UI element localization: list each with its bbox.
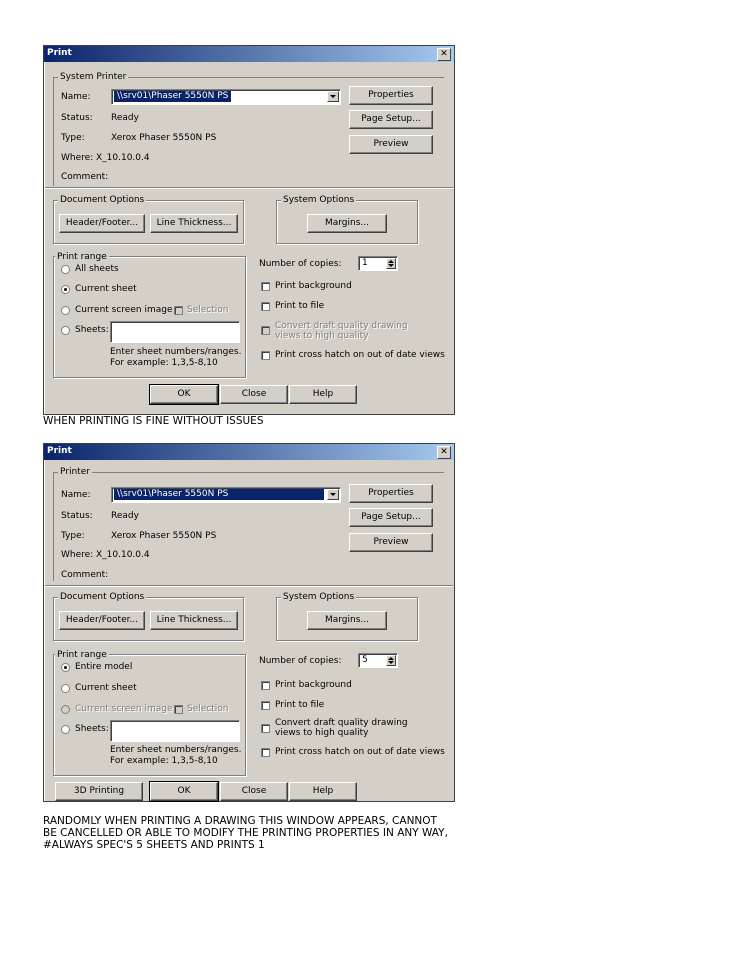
- current-screen-label[interactable]: Current screen image: [75, 305, 173, 315]
- convert-draft-checkbox: [261, 326, 270, 335]
- sheets-help-line1: Enter sheet numbers/ranges.: [110, 745, 242, 755]
- entire-model-radio[interactable]: [61, 663, 70, 672]
- close-button[interactable]: Close: [220, 385, 288, 404]
- dialog-title: Print: [47, 48, 72, 58]
- print-background-label[interactable]: Print background: [275, 680, 352, 690]
- sheets-radio[interactable]: [61, 725, 70, 734]
- current-screen-radio: [61, 705, 70, 714]
- current-screen-label: Current screen image: [75, 704, 173, 714]
- convert-draft-label-1: Convert draft quality drawing: [275, 321, 408, 331]
- chevron-down-icon[interactable]: [327, 91, 339, 102]
- comment-label: Comment:: [61, 570, 109, 580]
- comment-label: Comment:: [61, 172, 109, 182]
- where-value: X_10.10.0.4: [96, 550, 150, 560]
- type-value: Xerox Phaser 5550N PS: [111, 531, 217, 541]
- ok-button[interactable]: OK: [150, 385, 218, 404]
- all-sheets-radio[interactable]: [61, 265, 70, 274]
- copies-stepper[interactable]: [358, 256, 398, 271]
- caption-2-line-3: #ALWAYS SPEC'S 5 SHEETS AND PRINTS 1: [43, 839, 265, 851]
- caption-2-line-1: RANDOMLY WHEN PRINTING A DRAWING THIS WINDOW APPEARS, CANNOT: [43, 815, 437, 827]
- copies-label: Number of copies:: [259, 656, 342, 666]
- dialog-title: Print: [47, 446, 72, 456]
- selection-label: Selection: [187, 305, 229, 315]
- margins-button[interactable]: Margins...: [307, 214, 387, 233]
- name-label: Name:: [61, 490, 91, 500]
- sheets-radio[interactable]: [61, 326, 70, 335]
- current-sheet-radio[interactable]: [61, 285, 70, 294]
- print-dialog-2: [43, 443, 455, 802]
- where-label: Where:: [61, 153, 94, 163]
- current-sheet-radio[interactable]: [61, 684, 70, 693]
- type-label: Type:: [61, 133, 85, 143]
- sheets-label[interactable]: Sheets:: [75, 724, 109, 734]
- printer-select-value: \\srv01\Phaser 5550N PS: [114, 91, 231, 102]
- caption-2-line-2: BE CANCELLED OR ABLE TO MODIFY THE PRINTING PROPERTIES IN ANY WAY,: [43, 827, 448, 839]
- where-value: X_10.10.0.4: [96, 153, 150, 163]
- copies-value[interactable]: 1: [362, 258, 368, 268]
- convert-draft-label-2: views to high quality: [275, 331, 369, 341]
- sheets-help-line1: Enter sheet numbers/ranges.: [110, 347, 242, 357]
- current-sheet-label[interactable]: Current sheet: [75, 284, 137, 294]
- divider: [45, 187, 453, 189]
- ok-button[interactable]: OK: [150, 782, 218, 801]
- print-range-label: Print range: [57, 650, 107, 660]
- print-to-file-checkbox[interactable]: [261, 701, 270, 710]
- sheets-label[interactable]: Sheets:: [75, 325, 109, 335]
- print-to-file-checkbox[interactable]: [261, 302, 270, 311]
- cross-hatch-checkbox[interactable]: [261, 748, 270, 757]
- divider: [45, 585, 453, 587]
- print-to-file-label[interactable]: Print to file: [275, 700, 325, 710]
- properties-button[interactable]: Properties: [349, 86, 433, 105]
- spinner-arrows-icon[interactable]: [386, 655, 396, 666]
- print-background-checkbox[interactable]: [261, 282, 270, 291]
- where-label: Where:: [61, 550, 94, 560]
- status-label: Status:: [61, 113, 93, 123]
- system-options-label: System Options: [283, 592, 355, 602]
- status-value: Ready: [111, 511, 139, 521]
- 3d-printing-button[interactable]: 3D Printing: [55, 782, 143, 801]
- document-options-label: Document Options: [60, 195, 145, 205]
- properties-button[interactable]: Properties: [349, 484, 433, 503]
- preview-button[interactable]: Preview: [349, 533, 433, 552]
- selection-checkbox: [174, 705, 183, 714]
- print-range-label: Print range: [57, 252, 107, 262]
- sheets-input[interactable]: [110, 720, 240, 742]
- printer-select-value: \\srv01\Phaser 5550N PS: [114, 489, 324, 500]
- all-sheets-label[interactable]: All sheets: [75, 264, 119, 274]
- sheets-help-line2: For example: 1,3,5-8,10: [110, 756, 218, 766]
- close-button[interactable]: Close: [220, 782, 288, 801]
- convert-draft-label-1[interactable]: Convert draft quality drawing: [275, 718, 408, 728]
- convert-draft-checkbox[interactable]: [261, 724, 270, 733]
- line-thickness-button[interactable]: Line Thickness...: [150, 611, 238, 630]
- current-sheet-label[interactable]: Current sheet: [75, 683, 137, 693]
- name-label: Name:: [61, 92, 91, 102]
- spinner-arrows-icon[interactable]: [386, 258, 396, 269]
- margins-button[interactable]: Margins...: [307, 611, 387, 630]
- help-button[interactable]: Help: [289, 385, 357, 404]
- document-options-label: Document Options: [60, 592, 145, 602]
- selection-label: Selection: [187, 704, 229, 714]
- title-bar[interactable]: [44, 46, 454, 62]
- status-label: Status:: [61, 511, 93, 521]
- cross-hatch-label[interactable]: Print cross hatch on out of date views: [275, 350, 445, 360]
- preview-button[interactable]: Preview: [349, 135, 433, 154]
- printer-select[interactable]: [111, 487, 341, 503]
- header-footer-button[interactable]: Header/Footer...: [59, 611, 145, 630]
- print-to-file-label[interactable]: Print to file: [275, 301, 325, 311]
- header-footer-button[interactable]: Header/Footer...: [59, 214, 145, 233]
- title-bar[interactable]: [44, 444, 454, 460]
- line-thickness-button[interactable]: Line Thickness...: [150, 214, 238, 233]
- type-value: Xerox Phaser 5550N PS: [111, 133, 217, 143]
- system-options-label: System Options: [283, 195, 355, 205]
- copies-value[interactable]: 5: [362, 655, 368, 665]
- caption-1: WHEN PRINTING IS FINE WITHOUT ISSUES: [43, 415, 264, 427]
- entire-model-label[interactable]: Entire model: [75, 662, 133, 672]
- cross-hatch-label[interactable]: Print cross hatch on out of date views: [275, 747, 445, 757]
- print-dialog-1: [43, 45, 455, 415]
- printer-group-label: Printer: [60, 467, 90, 477]
- help-button[interactable]: Help: [289, 782, 357, 801]
- print-background-checkbox[interactable]: [261, 681, 270, 690]
- chevron-down-icon[interactable]: [327, 489, 339, 500]
- page-setup-button[interactable]: Page Setup...: [349, 110, 433, 129]
- print-background-label[interactable]: Print background: [275, 281, 352, 291]
- selection-checkbox: [174, 306, 183, 315]
- status-value: Ready: [111, 113, 139, 123]
- close-icon[interactable]: ✕: [437, 48, 451, 61]
- page-setup-button[interactable]: Page Setup...: [349, 508, 433, 527]
- copies-label: Number of copies:: [259, 259, 342, 269]
- printer-group-label: System Printer: [60, 72, 127, 82]
- convert-draft-label-2[interactable]: views to high quality: [275, 728, 369, 738]
- cross-hatch-checkbox[interactable]: [261, 351, 270, 360]
- printer-select[interactable]: [111, 89, 341, 105]
- copies-stepper[interactable]: [358, 653, 398, 668]
- type-label: Type:: [61, 531, 85, 541]
- close-icon[interactable]: ✕: [437, 446, 451, 459]
- current-screen-radio[interactable]: [61, 306, 70, 315]
- sheets-input[interactable]: [110, 321, 240, 343]
- sheets-help-line2: For example: 1,3,5-8,10: [110, 358, 218, 368]
